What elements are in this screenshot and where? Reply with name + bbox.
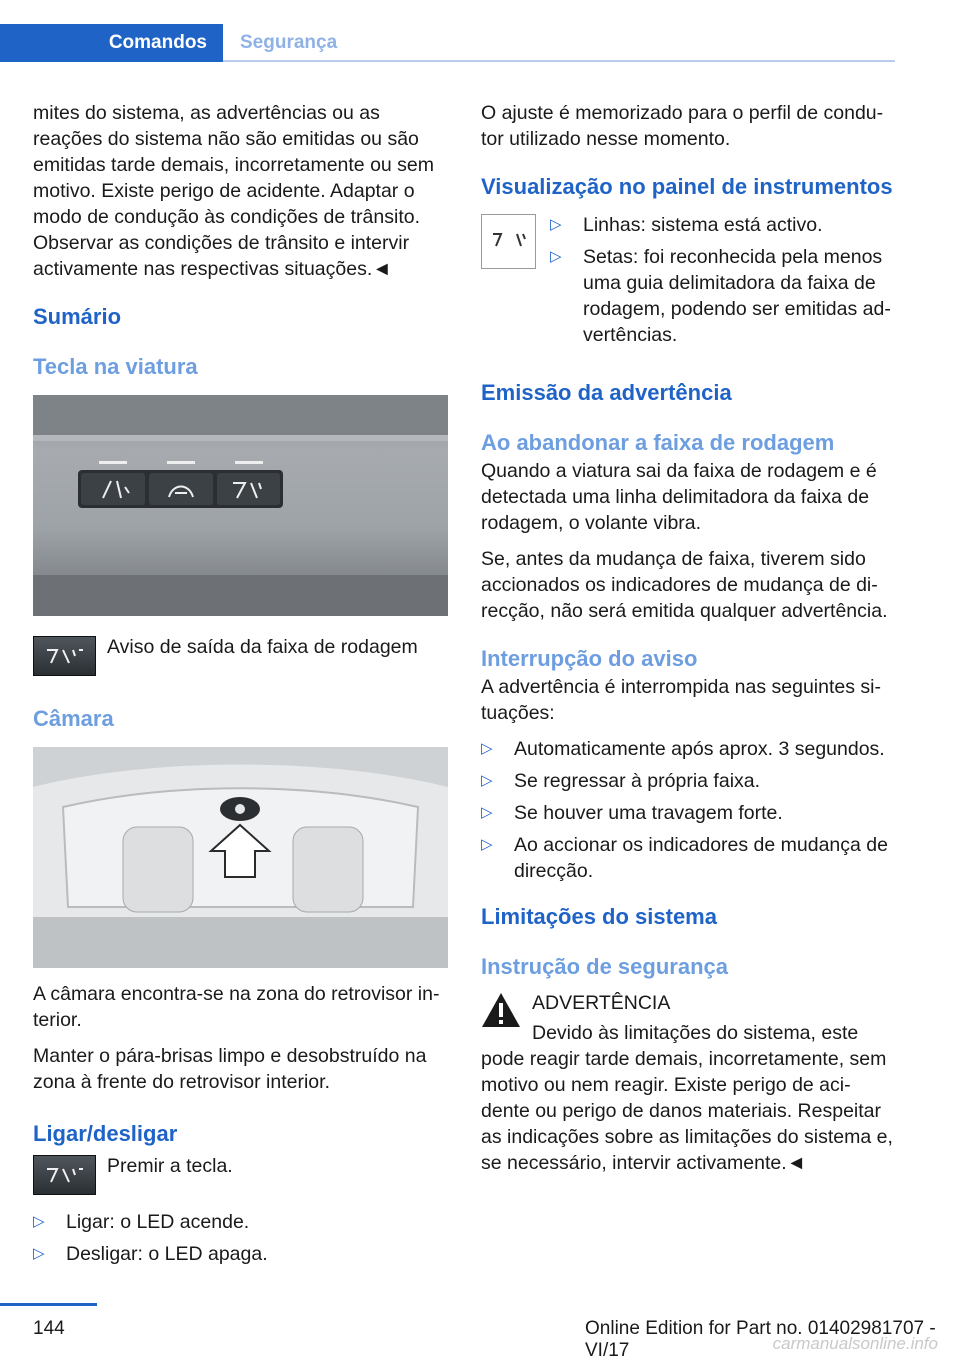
tab-underline [223, 60, 895, 62]
triangle-bullet-icon: ▷ [481, 836, 493, 853]
left-column [33, 100, 448, 1273]
list-item: ▷ Desligar: o LED apaga. [33, 1243, 268, 1265]
list-item: ▷ Se regressar à própria faixa. [481, 770, 761, 792]
list-item: ▷ Automaticamente após aprox. 3 segundos. [481, 738, 885, 760]
heading-on-off: Ligar/desligar [33, 1121, 178, 1146]
heading-display: Visualização no painel de instrumentos [481, 174, 893, 199]
on-off-instruction: Premir a tecla. [107, 1155, 233, 1177]
watermark: carmanualsonline.info [772, 1334, 938, 1353]
heading-system-limits: Limitações do sistema [481, 904, 717, 929]
on-off-row [33, 1155, 448, 1195]
tab-seguranca[interactable]: Segurança [240, 32, 338, 53]
triangle-bullet-icon: ▷ [550, 248, 562, 265]
tab-comandos[interactable]: Comandos [0, 24, 223, 62]
display-list [550, 212, 896, 354]
warning-block [481, 990, 896, 1176]
button-caption: Aviso de saída da faixa de rodagem [107, 636, 418, 658]
triangle-bullet-icon: ▷ [33, 1213, 45, 1230]
right-column [481, 100, 896, 1176]
page-number: 144 [33, 1318, 65, 1339]
triangle-bullet-icon: ▷ [33, 1245, 45, 1262]
warning-title: ADVERTÊNCIA [532, 992, 671, 1014]
heading-summary: Sumário [33, 304, 122, 329]
button-caption-row [33, 636, 448, 676]
heading-safety-instruction: Instrução de segurança [481, 954, 728, 979]
interrupt-list [481, 736, 896, 884]
camera-photo [33, 747, 448, 968]
triangle-bullet-icon: ▷ [481, 804, 493, 821]
triangle-bullet-icon: ▷ [481, 740, 493, 757]
heading-warning-output: Emissão da advertência [481, 380, 732, 405]
display-row [481, 214, 896, 354]
edition-info: Online Edition for Part no. 01402981707 - VI/17 [585, 1318, 936, 1361]
heading-interruption: Interrupção do aviso [481, 646, 698, 671]
button-panel-photo [33, 395, 448, 616]
leave-paragraph-2: Se, antes da mudança de faixa, tiverem sido accionados os indicadores de mudança de di- recção, não será emitida qualquer advertência. [481, 548, 888, 622]
on-off-list [33, 1209, 448, 1267]
intro-paragraph: mites do sistema, as advertências ou as reações do sistema não são emitidas ou são emitidas tarde demais, incorretamente ou sem motivo. Existe perigo de acidente. Adaptar o modo de condução às condições de trânsito. Observar as condições de trânsito e intervir activamente nas respectivas situações.◄ [33, 102, 435, 280]
triangle-bullet-icon: ▷ [550, 216, 562, 233]
windshield-camera-illustration [33, 747, 448, 968]
lane-departure-button-icon [33, 636, 96, 676]
button-panel-illustration [33, 395, 448, 616]
memory-paragraph: O ajuste é memorizado para o perfil de condu- tor utilizado nesse momento. [481, 102, 884, 150]
chapter-tabs [0, 24, 895, 62]
footer-rule [0, 1303, 97, 1306]
leave-paragraph-1: Quando a viatura sai da faixa de rodagem e é detectada uma linha delimitadora da faixa de rodagem, o volante vibra. [481, 460, 877, 534]
camera-paragraph-2: Manter o pára-brisas limpo e desobstruído na zona à frente do retrovisor interior. [33, 1045, 427, 1093]
list-item: ▷ Linhas: sistema está activo. [550, 214, 823, 236]
list-item: ▷ Ao accionar os indicadores de mudança de direcção. [481, 834, 888, 882]
lane-lines-indicator-icon [481, 214, 536, 269]
list-item: ▷ Setas: foi reconhecida pela menos uma guia delimitadora da faixa de rodagem, podendo ser emitidas ad- vertências. [550, 246, 891, 346]
camera-paragraph-1: A câmara encontra-se na zona do retrovisor in- terior. [33, 983, 440, 1031]
list-item: ▷ Ligar: o LED acende. [33, 1211, 250, 1233]
interrupt-paragraph: A advertência é interrompida nas seguintes si- tuações: [481, 676, 881, 724]
warning-triangle-icon [481, 992, 521, 1028]
heading-button-in-car: Tecla na viatura [33, 354, 198, 379]
heading-leaving-lane: Ao abandonar a faixa de rodagem [481, 430, 835, 455]
triangle-bullet-icon: ▷ [481, 772, 493, 789]
lane-departure-button-icon-2 [33, 1155, 96, 1195]
warning-text: Devido às limitações do sistema, este pode reagir tarde demais, incorretamente, sem motivo ou nem reagir. Existe perigo de aci- dente ou perigo de danos materiais. Respeitar as indicações sobre as limitações do sistema e, se necessário, intervir activamente.◄ [481, 1022, 893, 1174]
heading-camera: Câmara [33, 706, 114, 731]
list-item: ▷ Se houver uma travagem forte. [481, 802, 783, 824]
